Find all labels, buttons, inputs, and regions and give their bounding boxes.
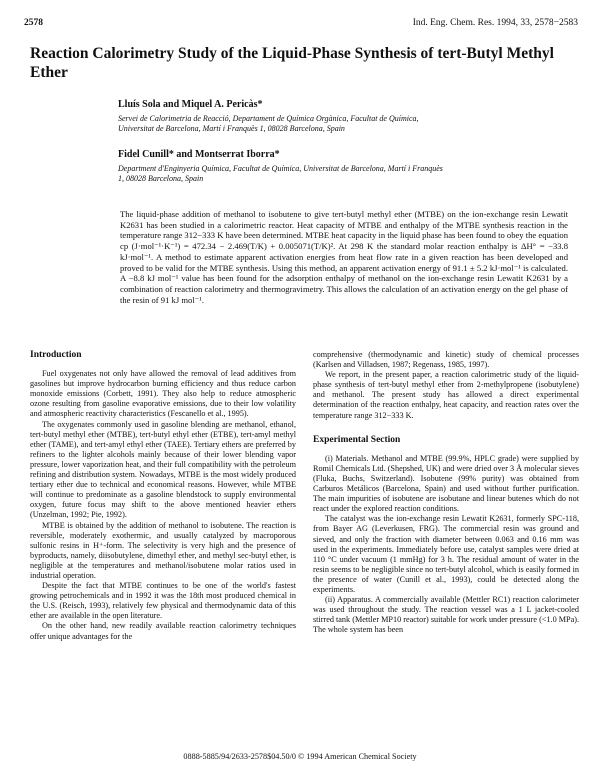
experimental-paragraph: The catalyst was the ion-exchange resin Lewatit K2631, formerly SPC-118, from Bayer AG (Leverkusen, FRG). The commercial resin was ground and sieved, and only the fraction with diameter between 0.063 and 0.16 mm was used in the experiments. Immediately before use, catalyst samples were dried at 110 °C under vacuum (1 mmHg) for 3 h. The residual amount of water in the resin seems to be negligible since no tert-butyl alcohol, which is easily formed in the presence of water (Cunill et al., 1993), could be detected along the experiments. — [313, 514, 579, 594]
intro-continuation: comprehensive (thermodynamic and kinetic) study of chemical processes (Karlsen and Villadsen, 1987; Regenass, 1985, 1997). — [313, 350, 579, 370]
abstract: The liquid-phase addition of methanol to isobutene to give tert-butyl methyl ether (MTBE) on the ion-exchange resin Lewatit K2631 has been studied in a calorimetric reactor. Heat capacity of MTBE and enthalpy of the MTBE synthesis reaction in the temperature range 312−333 K have been determined. MTBE heat capacity in the liquid phase has been found to obey the equation cp (J·mol⁻¹·K⁻¹) = 472.34 − 2.469(T/K) + 0.005071(T/K)². At 298 K the standard molar reaction enthalpy is ΔH° = −33.8 kJ·mol⁻¹. A method to estimate apparent activation energies from heat flow rate in a given reaction has been developed and proved to be valid for the MTBE synthesis. Using this method, an apparent activation energy of 91.1 ± 5.2 kJ·mol⁻¹ is calculated. A −8.8 kJ mol⁻¹ value has been found for the adsorption enthalpy of methanol on the ion-exchange resin Lewatit K2631 by a combination of reaction calorimetry and thermogravimetry. This allows the calculation of an activation energy on the gel phase of the resin of 91 kJ mol⁻¹. — [120, 209, 568, 305]
introduction-heading: Introduction — [30, 350, 82, 360]
intro-paragraph: We report, in the present paper, a reaction calorimetric study of the liquid-phase synthesis of tert-butyl methyl ether from 2-methylpropene (isobutylene) and methanol. The present study has allowed a direct experimental determination of the reaction enthalpy, heat capacity, and reaction rates over the temperature range 312−333 K. — [313, 370, 579, 420]
authors-group-2: Fidel Cunill* and Montserrat Iborra* — [118, 149, 280, 160]
intro-paragraph: Fuel oxygenates not only have allowed the removal of lead additives from gasolines but improve hydrocarbon burning efficiency and thus reduce carbon monoxide emissions (Corbett, 1991). They also help to reduce atmospheric ozone resulting from gasoline evaporative emissions, due to their low volatility and atmospheric reactivity characteristics (Fescanello et al., 1995). — [30, 369, 296, 419]
experimental-paragraph: (i) Materials. Methanol and MTBE (99.9%, HPLC grade) were supplied by Romil Chemicals Ltd. (Shepshed, UK) and were dried over 3 Å molecular sieves (Fluka, Buchs, Switzerland). Isobutene (99% purity) was obtained from Carburos Metálicos (Barcelona, Spain) and used without further purification. The main impurities of isobutene are isobutane and linear butenes which do not react under the explored reaction conditions. — [313, 453, 579, 514]
intro-paragraph: On the other hand, new readily available reaction calorimetry techniques offer unique advantages for the — [30, 621, 296, 641]
left-column — [30, 350, 296, 642]
affiliation-2: Department d'Enginyeria Química, Facultat de Química, Universitat de Barcelona, Martí i Franquès 1, 08028 Barcelona, Spain — [118, 164, 443, 183]
intro-paragraph: Despite the fact that MTBE continues to be one of the world's fastest growing petrochemicals and in 1992 it was the 18th most produced chemical in the U.S. (Reisch, 1993), relatively few physical and thermodynamic data of this ether are available in the open literature. — [30, 581, 296, 621]
intro-paragraph: The oxygenates commonly used in gasoline blending are methanol, ethanol, tert-butyl methyl ether (MTBE), tert-butyl ethyl ether (ETBE), tert-amyl methyl ether (TAME), and tert-amyl ethyl ether (TAEE). Tertiary ethers are preferred by refiners to the lighter alcohols mainly because of their lower blending vapor pressure, lower vaporization heat, and their full compatibility with the petroleum refining and distribution system. Nowadays, MTBE is the most widely produced tertiary ether due to technical and economical reasons. However, while MTBE will continue to predominate as a gasoline blendstock to supply environmental oxygen, future focus may shift to the above mentioned heavier ethers (Unzelman, 1992; Pie, 1992). — [30, 419, 296, 520]
intro-paragraph: MTBE is obtained by the addition of methanol to isobutene. The reaction is reversible, moderately exothermic, and usually catalyzed by macroporous sulfonic resins in H⁺-form. The selectivity is very high and the presence of byproducts, namely, diisobutylene, dimethyl ether, and methyl sec-butyl ether, is negligible at the temperatures and methanol/isobutene molar ratios used in industrial operation. — [30, 520, 296, 580]
journal-citation: Ind. Eng. Chem. Res. 1994, 33, 2578−2583 — [412, 18, 578, 28]
experimental-paragraph: (ii) Apparatus. A commercially available (Mettler RC1) reaction calorimeter was used throughout the study. The reaction vessel was a 1 L jacket-cooled stirred tank (Mettler MP10 reactor) suitable for work under pressure (<1.0 MPa). The whole system has been — [313, 595, 579, 635]
authors-group-1: Lluís Sola and Miquel A. Pericàs* — [118, 99, 263, 110]
article-title: Reaction Calorimetry Study of the Liquid-Phase Synthesis of tert-Butyl Methyl Ether — [30, 45, 554, 81]
page-number: 2578 — [24, 18, 43, 28]
affiliation-1: Servei de Calorimetria de Reacció, Departament de Química Orgànica, Facultat de Química, Universitat de Barcelona, Martí i Franquès 1, 08028 Barcelona, Spain — [118, 114, 419, 133]
copyright-footer: 0888-5885/94/2633-2578$04.50/0 © 1994 American Chemical Society — [183, 752, 417, 761]
experimental-heading: Experimental Section — [313, 434, 401, 445]
right-column — [313, 350, 579, 635]
